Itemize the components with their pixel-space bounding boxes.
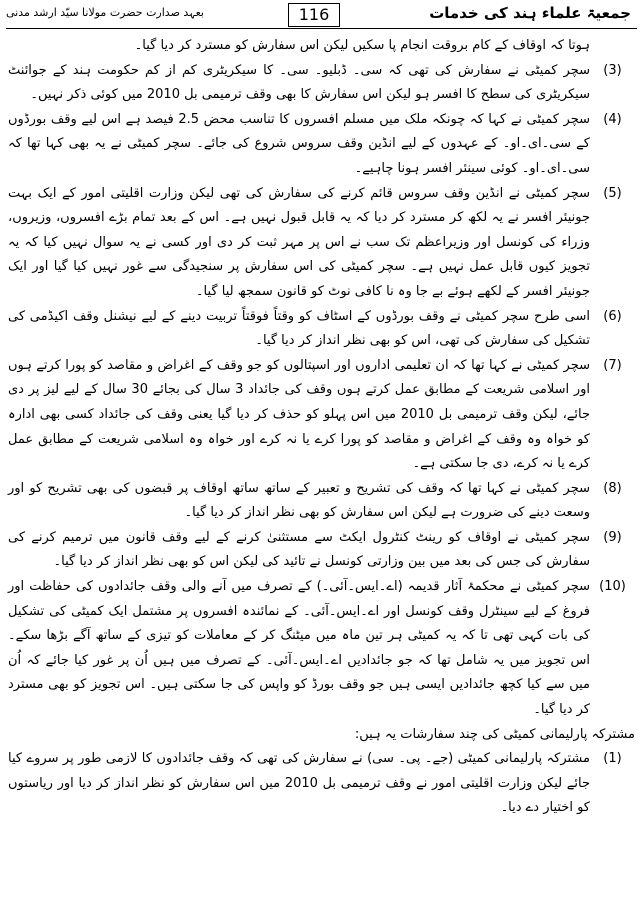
list-item	[8, 59, 635, 108]
item-number: (3)	[603, 62, 622, 78]
item-text: مشترکہ پارلیمانی کمیٹی (جے۔ پی۔ سی) نے سفارش کی تھی کہ وقف جائدادوں کا لازمی طور پر سروے کیا جائے لیکن وزارت اقلیتی امور نے وقف ترمیمی بل 2010 میں اس سفارش کو نظر انداز کر دیا اور ریاستوں کو اختیار دے دیا۔	[8, 751, 590, 816]
item-number: (4)	[603, 111, 622, 127]
list-item	[8, 354, 635, 477]
list-item	[8, 747, 635, 821]
list-item	[8, 575, 635, 723]
item-text: سچر کمیٹی نے سفارش کی تھی کہ سی۔ ڈبلیو۔ سی۔ کا سیکریٹری کم از کم حکومت ہند کے جوائنٹ سیکریٹری کی سطح کا افسر ہو لیکن اس سفارش کا بھی وقف ترمیمی بل 2010 میں کوئی ذکر نہیں۔	[8, 62, 590, 103]
item-text: سچر کمیٹی نے محکمۂ آثار قدیمہ (اے۔ایس۔آئی۔) کے تصرف میں آنے والی وقف جائدادوں کی حفاظت اور فروغ کے لیے سینٹرل وقف کونسل اور اے۔ایس۔آئی۔ کے نمائندہ افسروں پر مشتمل ایک کمیٹی کی تشکیل کی بات کہی تھی تا کہ یہ کمیٹی ہر تین ماہ میں میٹنگ کر کے معاملات کو تیزی کے ساتھ آگے بڑھا سکے۔ اس تجویز میں یہ شامل تھا کہ جو جائدادیں اے۔ایس۔آئی۔ کے تصرف میں ہیں اُن پر غور کیا جائے کہ اُن میں سے کیا کچھ جائدادیں ایسی ہیں جو وقف بورڈ کو واپس کی جا سکتی ہیں۔ اس تجویز کو بھی مسترد کر دیا گیا۔	[8, 579, 590, 718]
item-text: سچر کمیٹی نے کہا کہ چونکہ ملک میں مسلم افسروں کا تناسب محض 2.5 فیصد ہے اس لیے وقف بورڈوں کے سی۔ای۔او۔ کے عہدوں کے لیے انڈین وقف سروس شروع کی جائے۔ سچر کمیٹی نے یہ بھی کہا تھا کہ سی۔ای۔او۔ کوئی سینئر افسر ہونا چاہیے۔	[8, 111, 590, 176]
item-number: (6)	[603, 308, 622, 324]
item-text: سچر کمیٹی نے انڈین وقف سروس قائم کرنے کی سفارش کی تھی لیکن وزارت اقلیتی امور کے ایک بہت جونیئر افسر نے یہ لکھ کر مسترد کر دیا کہ یہ قابل قبول نہیں ہے۔ اس کے بعد تمام بڑے افسروں، وزیروں، وزراء کی کونسل اور وزیراعظم تک سب نے اس پر مہر ثبت کر دی اور کسی نے یہ سوال نہیں کیا کہ یہ تجویز کیوں قابل عمل نہیں ہے۔ سچر کمیٹی کی اس سفارش پر سنجیدگی سے غور نہیں کیا گیا اور ایک جونیئر افسر کے لکھے ہوئے بے جا وہ نا کافی نوٹ کو قانون سمجھ لیا گیا۔	[8, 185, 590, 299]
item-text: سچر کمیٹی نے اوقاف کو رینٹ کنٹرول ایکٹ سے مستثنیٰ کرنے کے لیے وقف قانون میں ترمیم کرنے کی سفارش کی جس کی بعد میں بین وزارتی کونسل نے تائید کی لیکن اس کو بھی نظر انداز کر دیا گیا۔	[8, 529, 590, 570]
item-text: سچر کمیٹی نے کہا تھا کہ وقف کی تشریح و تعبیر کے ساتھ ساتھ اوقاف پر قبضوں کی بھی تشریح کو اور وسعت دینے کی ضرورت ہے لیکن اس سفارش کو بھی نظر انداز کر دیا گیا۔	[8, 480, 590, 521]
list-item	[8, 526, 635, 575]
item-text: اسی طرح سچر کمیٹی نے وقف بورڈوں کے اسٹاف کو وقتاً فوقتاً تربیت دینے کے لیے نیشنل وقف اکیڈمی کی تشکیل کی سفارش کی تھی، اس کو بھی نظر انداز کر دیا گیا۔	[8, 308, 590, 349]
journal-title: جمعیۃ علماء ہند کی خدمات	[429, 4, 631, 22]
item-number: (9)	[603, 529, 622, 545]
item-number: (10)	[599, 579, 626, 595]
list-item	[8, 182, 635, 305]
item-number: (7)	[603, 357, 622, 373]
item-number: (5)	[603, 185, 622, 201]
presidency-note: بعہد صدارت حضرت مولانا سیّد ارشد مدنی	[6, 6, 204, 19]
intro-paragraph: ہوتا کہ اوقاف کے کام بروقت انجام پا سکیں لیکن اس سفارش کو مسترد کر دیا گیا۔	[134, 38, 590, 53]
jpc-heading: مشترکہ پارلیمانی کمیٹی کی چند سفارشات یہ ہیں:	[354, 726, 635, 742]
page-body	[8, 34, 635, 904]
list-item	[8, 108, 635, 182]
list-item	[8, 305, 635, 354]
item-number: (1)	[603, 751, 622, 767]
page-header	[0, 0, 643, 30]
item-text: سچر کمیٹی نے کہا تھا کہ ان تعلیمی اداروں اور اسپتالوں کو جو وقف کے اغراض و مقاصد کو پورا کرتے ہوں اور اسلامی شریعت کے مطابق عمل کرتے ہوں وقف کی جائداد 3 سال کی بجائے 30 سال کے لیے لیز پر دی جائے، لیکن وقف ترمیمی بل 2010 میں اس پہلو کو حذف کر دیا گیا یعنی وقف کی جائداد کسی بھی ادارہ کو خواہ وہ وقف کے اغراض و مقاصد کو پورا کرے یا نہ کرے اور خواہ وہ اسلامی شریعت کے مطابق عمل کرے یا نہ کرے، دی جا سکتی ہے۔	[8, 357, 591, 472]
header-divider	[6, 28, 637, 29]
item-number: (8)	[603, 480, 622, 496]
list-item	[8, 477, 635, 526]
page-number: 116	[288, 3, 340, 27]
